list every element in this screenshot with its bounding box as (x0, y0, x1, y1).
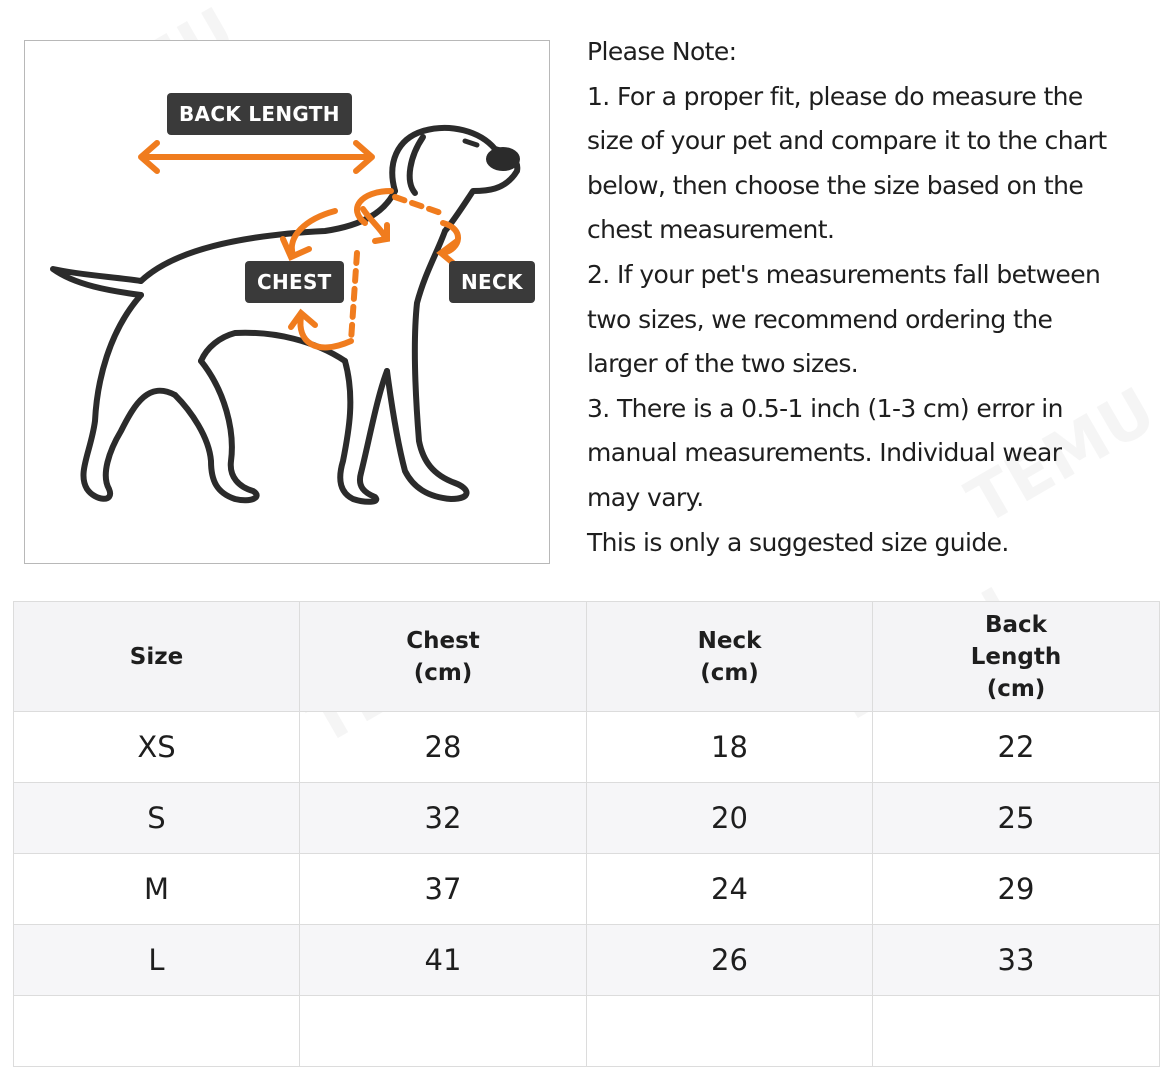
cell-neck: 20 (587, 783, 873, 854)
header-neck: Neck (cm) (587, 602, 873, 712)
cell-size: M (14, 854, 300, 925)
neck-measure-arrow-icon (357, 191, 458, 263)
cell-neck: 18 (587, 712, 873, 783)
size-chart-table (13, 601, 1160, 1067)
note-line: larger of the two sizes. (587, 349, 859, 379)
table-header-row (14, 602, 1160, 712)
note-line: below, then choose the size based on the (587, 170, 1084, 200)
note-line: 1. For a proper fit, please do measure the (587, 81, 1083, 111)
cell-empty (300, 996, 587, 1067)
cell-chest: 28 (300, 712, 587, 783)
note-line: chest measurement. (587, 215, 835, 245)
cell-neck: 24 (587, 854, 873, 925)
note-line: 2. If your pet's measurements fall between (587, 259, 1101, 289)
note-line: 3. There is a 0.5-1 inch (1-3 cm) error in (587, 393, 1063, 423)
chest-label: CHEST (245, 261, 344, 303)
cell-back-length: 33 (873, 925, 1160, 996)
nose-icon (486, 147, 520, 171)
table-row (14, 712, 1160, 783)
note-line: two sizes, we recommend ordering the (587, 304, 1053, 334)
note-line: This is only a suggested size guide. (587, 527, 1009, 557)
cell-chest: 32 (300, 783, 587, 854)
neck-label: NECK (449, 261, 535, 303)
cell-size: S (14, 783, 300, 854)
cell-chest: 37 (300, 854, 587, 925)
ear-icon (410, 137, 423, 193)
cell-empty (587, 996, 873, 1067)
table-row (14, 854, 1160, 925)
cell-empty (14, 996, 300, 1067)
cell-empty (873, 996, 1160, 1067)
cell-back-length: 22 (873, 712, 1160, 783)
cell-chest: 41 (300, 925, 587, 996)
note-heading: Please Note: (587, 37, 737, 66)
eye-icon (465, 141, 477, 145)
note-line: size of your pet and compare it to the chart (587, 126, 1107, 156)
note-line: manual measurements. Individual wear (587, 438, 1062, 468)
header-chest: Chest (cm) (300, 602, 587, 712)
header-back-length: Back Length (cm) (873, 602, 1160, 712)
size-guide-notes (587, 30, 1167, 565)
back-length-arrow-icon (141, 143, 372, 171)
measurement-diagram (24, 40, 550, 564)
table-row (14, 996, 1160, 1067)
cell-back-length: 25 (873, 783, 1160, 854)
note-line: may vary. (587, 482, 704, 512)
back-length-label: BACK LENGTH (167, 93, 352, 135)
cell-size: L (14, 925, 300, 996)
table-row (14, 783, 1160, 854)
table-row (14, 925, 1160, 996)
cell-neck: 26 (587, 925, 873, 996)
cell-back-length: 29 (873, 854, 1160, 925)
header-size: Size (14, 602, 300, 712)
cell-size: XS (14, 712, 300, 783)
